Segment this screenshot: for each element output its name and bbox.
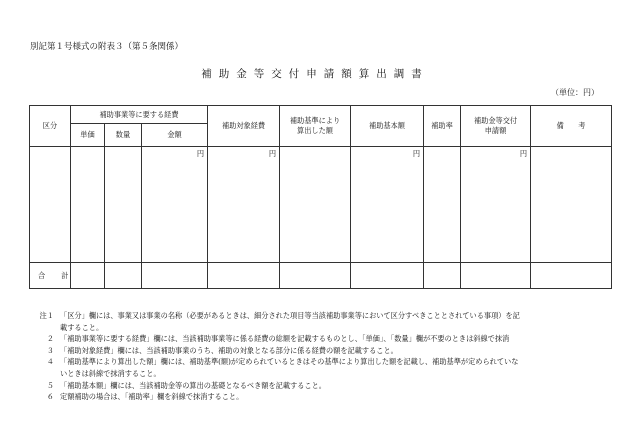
- cell-calculated-amount: [280, 147, 351, 263]
- note-text: 「補助対象経費」欄には、当該補助事業のうち、補助の対象となる部分に係る経費の額を記載すること。: [60, 345, 398, 355]
- note-item: [34, 380, 606, 392]
- form-reference: 別記第１号様式の附表３（第５条関係）: [30, 42, 184, 52]
- header-eligible-expense: 補助対象経費: [208, 106, 280, 147]
- note-item: [34, 356, 606, 379]
- cell-remarks: [531, 147, 612, 263]
- header-calculated-amount-line2: 算出した額: [297, 126, 333, 135]
- calculation-table: [29, 105, 612, 289]
- header-unit-price: 単価: [71, 124, 105, 147]
- header-application-amount-line2: 申請額: [484, 126, 507, 135]
- note-text: 「補助事業等に要する経費」欄には、当該補助事業等に係る経費の総額を記載するものとし、「単価」、「数量」欄が不要のときは斜線で抹消: [60, 334, 510, 344]
- total-eligible-expense: [208, 263, 280, 289]
- total-row: [30, 263, 612, 289]
- total-calculated-amount: [280, 263, 351, 289]
- note-text: 「補助基本額」欄には、当該補助金等の算出の基礎となるべき額を記載すること。: [60, 380, 326, 390]
- note-item: [34, 333, 606, 345]
- total-label-right: 計: [61, 270, 69, 280]
- note-number: ５: [46, 380, 54, 390]
- header-application-amount: [461, 106, 531, 147]
- note-item: [34, 391, 606, 403]
- header-amount: 金額: [142, 124, 208, 147]
- note-number: 注１: [39, 311, 54, 320]
- header-remarks: 備 考: [531, 106, 612, 147]
- cell-application-amount: 円: [461, 147, 531, 263]
- total-quantity: [105, 263, 142, 289]
- total-unit-price: [71, 263, 105, 289]
- total-amount: [142, 263, 208, 289]
- cell-base-amount: 円: [351, 147, 424, 263]
- header-subsidy-rate: 補助率: [424, 106, 461, 147]
- cell-quantity: [105, 147, 142, 263]
- table-row: [30, 147, 612, 263]
- cell-category: [30, 147, 71, 263]
- note-number: ６: [46, 392, 54, 402]
- total-label-left: 合: [38, 270, 46, 280]
- note-number: ２: [46, 334, 54, 344]
- note-item: [34, 345, 606, 357]
- notes-section: [34, 310, 606, 403]
- note-number: ４: [46, 357, 54, 367]
- cell-unit-price: [71, 147, 105, 263]
- header-quantity: 数量: [105, 124, 142, 147]
- page-title: 補助金等交付申請額算出調書: [201, 68, 429, 80]
- total-remarks: [531, 263, 612, 289]
- total-application-amount: [461, 263, 531, 289]
- header-category: 区分: [30, 106, 71, 147]
- header-application-amount-line1: 補助金等交付: [473, 116, 518, 126]
- total-subsidy-rate: [424, 263, 461, 289]
- total-base-amount: [351, 263, 424, 289]
- cell-amount: 円: [142, 147, 208, 263]
- header-calculated-amount-line1: 補助基準により: [289, 116, 341, 126]
- note-item: [34, 310, 606, 333]
- note-text: 「補助基準により算出した額」欄には、補助基準(額)が定められているときはその基準により算出した額を記載し、補助基準が定められていな いときは斜線で抹消すること。: [60, 357, 519, 378]
- cell-eligible-expense: 円: [208, 147, 280, 263]
- header-calculated-amount: [280, 106, 351, 147]
- header-expense-group: 補助事業等に要する経費: [71, 106, 208, 124]
- cell-subsidy-rate: [424, 147, 461, 263]
- total-label: [30, 263, 71, 289]
- note-text: 「区分」欄には、事業又は事業の名称（必要があるときは、細分された項目等当該補助事業等において区分すべきこととされている事項）を記 載すること。: [60, 311, 520, 332]
- note-text: 定額補助の場合は、「補助率」欄を斜線で抹消すること。: [60, 392, 244, 402]
- header-base-amount: 補助基本額: [351, 106, 424, 147]
- note-number: ３: [46, 345, 54, 355]
- unit-label: （単位：円）: [551, 88, 599, 97]
